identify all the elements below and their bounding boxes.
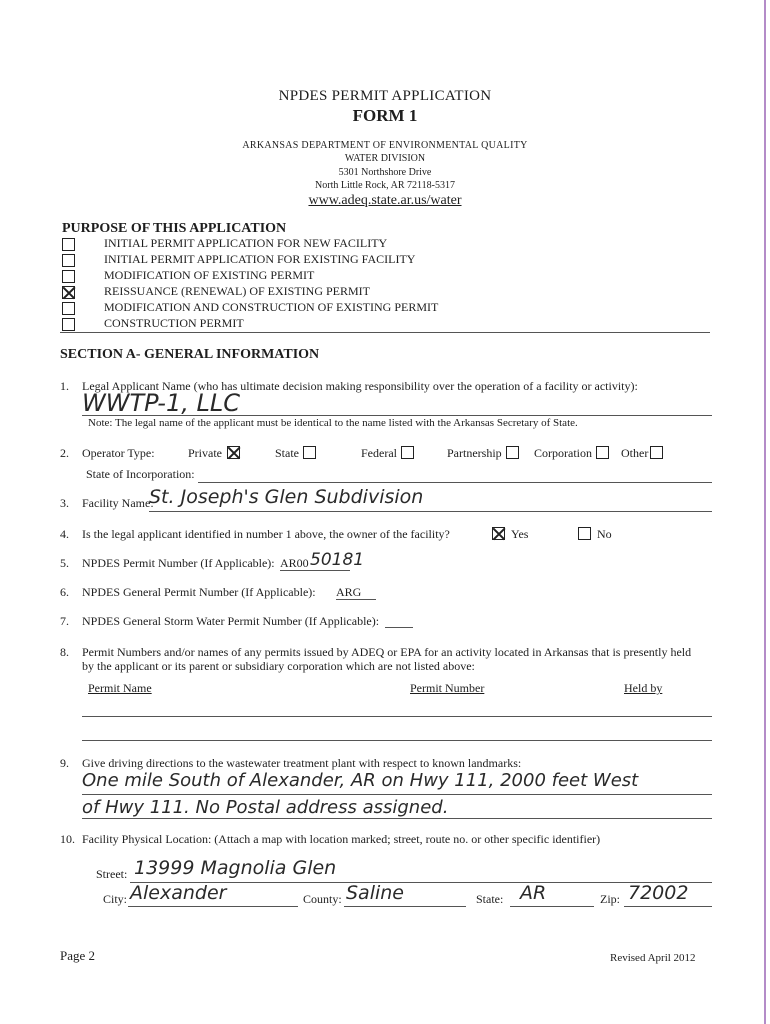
county-label: County: [303,892,342,906]
owner-yes-checkbox-checked[interactable] [492,527,505,540]
zip-label: Zip: [600,892,620,906]
purpose-option-label: MODIFICATION OF EXISTING PERMIT [104,268,315,282]
permit-name-column-header: Permit Name [88,681,152,695]
purpose-checkbox-existing[interactable] [62,254,75,267]
answer-line [624,906,712,907]
answer-line [385,627,413,628]
address-line1: 5301 Northshore Drive [338,167,432,178]
operator-state-checkbox[interactable] [303,446,316,459]
operator-corporation-label: Corporation [534,446,592,460]
facility-name-label: Facility Name: [82,496,154,510]
website-link[interactable]: www.adeq.state.ar.us/water [308,193,462,208]
owner-no-label: No [597,527,612,541]
q1-note: Note: The legal name of the applicant must be identical to the name listed with the Arkansas Secretary of State. [88,417,578,429]
general-permit-label: NPDES General Permit Number (If Applicable): [82,585,316,599]
county-value[interactable]: Saline [346,882,404,904]
q3-number: 3. [60,496,69,510]
answer-line [82,794,712,795]
answer-line [82,740,712,741]
legal-applicant-name-value[interactable]: WWTP-1, LLC [82,389,240,417]
state-of-incorporation-label: State of Incorporation: [86,467,195,481]
purpose-option-label: REISSUANCE (RENEWAL) OF EXISTING PERMIT [104,284,370,298]
city-value[interactable]: Alexander [130,882,227,904]
answer-line [82,716,712,717]
street-value[interactable]: 13999 Magnolia Glen [134,857,337,879]
q1-number: 1. [60,379,69,393]
purpose-option-label: CONSTRUCTION PERMIT [104,316,244,330]
state-value[interactable]: AR [520,882,547,904]
q9-number: 9. [60,756,69,770]
operator-other-checkbox[interactable] [650,446,663,459]
storm-water-permit-label: NPDES General Storm Water Permit Number (If Applicable): [82,614,380,628]
state-label: State: [476,892,504,906]
q8-number: 8. [60,645,69,659]
street-label: Street: [96,867,128,881]
revision-date: Revised April 2012 [610,952,696,964]
npdes-permit-number-value[interactable]: 50181 [310,550,365,570]
city-label: City: [103,892,128,906]
answer-line [82,818,712,819]
operator-private-label: Private [188,446,222,460]
other-permits-question-line1: Permit Numbers and/or names of any permits issued by ADEQ or EPA for an activity located in Arkansas that is presently held [82,645,692,659]
purpose-option-label: INITIAL PERMIT APPLICATION FOR NEW FACILITY [104,236,388,250]
q4-number: 4. [60,527,69,541]
owner-yes-label: Yes [511,527,529,541]
q2-number: 2. [60,446,69,460]
answer-line [82,415,712,416]
operator-federal-checkbox[interactable] [401,446,414,459]
q10-number: 10. [60,832,75,846]
facility-name-value[interactable]: St. Joseph's Glen Subdivision [149,486,424,508]
operator-state-label: State [275,446,299,460]
operator-type-label: Operator Type: [82,446,155,460]
agency-name: ARKANSAS DEPARTMENT OF ENVIRONMENTAL QUALITY [242,140,528,151]
driving-directions-line1[interactable]: One mile South of Alexander, AR on Hwy 111, 2000 feet West [82,770,639,791]
npdes-permit-label: NPDES Permit Number (If Applicable): [82,556,275,570]
purpose-heading: PURPOSE OF THIS APPLICATION [62,221,287,236]
answer-line [344,906,466,907]
address-line2: North Little Rock, AR 72118-5317 [315,180,455,191]
answer-line [280,570,350,571]
driving-directions-question: Give driving directions to the wastewater treatment plant with respect to known landmarks: [82,756,522,770]
q1-question: Legal Applicant Name (who has ultimate decision making responsibility over the operation of a facility or activity): [82,379,638,393]
operator-partnership-label: Partnership [447,446,502,460]
other-permits-question-line2: by the applicant or its parent or subsidiary corporation which are not listed above: [82,659,475,673]
answer-line [128,906,298,907]
operator-private-checkbox-checked[interactable] [227,446,240,459]
answer-line [198,482,712,483]
purpose-checkbox-reissuance-checked[interactable] [62,286,75,299]
driving-directions-line2[interactable]: of Hwy 111. No Postal address assigned. [82,797,449,818]
answer-line [336,599,376,600]
operator-other-label: Other [621,446,649,460]
owner-no-checkbox[interactable] [578,527,591,540]
owner-question: Is the legal applicant identified in number 1 above, the owner of the facility? [82,527,450,541]
section-a-heading: SECTION A- GENERAL INFORMATION [60,347,320,362]
q6-number: 6. [60,585,69,599]
purpose-checkbox-mod-construction[interactable] [62,302,75,315]
held-by-column-header: Held by [624,681,663,695]
q7-number: 7. [60,614,69,628]
purpose-checkbox-new[interactable] [62,238,75,251]
purpose-option-label: INITIAL PERMIT APPLICATION FOR EXISTING FACILITY [104,252,416,266]
npdes-permit-prefix: AR00 [280,556,309,570]
zip-value[interactable]: 72002 [628,882,689,904]
form-number: FORM 1 [352,106,418,125]
operator-federal-label: Federal [361,446,397,460]
purpose-checkbox-modification[interactable] [62,270,75,283]
operator-partnership-checkbox[interactable] [506,446,519,459]
section-divider [60,332,710,333]
division-name: WATER DIVISION [344,153,426,164]
page-number: Page 2 [60,948,96,963]
answer-line [149,511,712,512]
general-permit-prefix: ARG [336,585,362,599]
q5-number: 5. [60,556,69,570]
purpose-option-label: MODIFICATION AND CONSTRUCTION OF EXISTING PERMIT [104,300,439,314]
permit-number-column-header: Permit Number [410,681,485,695]
form-title: NPDES PERMIT APPLICATION [278,88,492,104]
operator-corporation-checkbox[interactable] [596,446,609,459]
purpose-checkbox-construction[interactable] [62,318,75,331]
physical-location-question: Facility Physical Location: (Attach a map with location marked; street, route no. or other specific identifier) [82,832,601,846]
answer-line [510,906,594,907]
